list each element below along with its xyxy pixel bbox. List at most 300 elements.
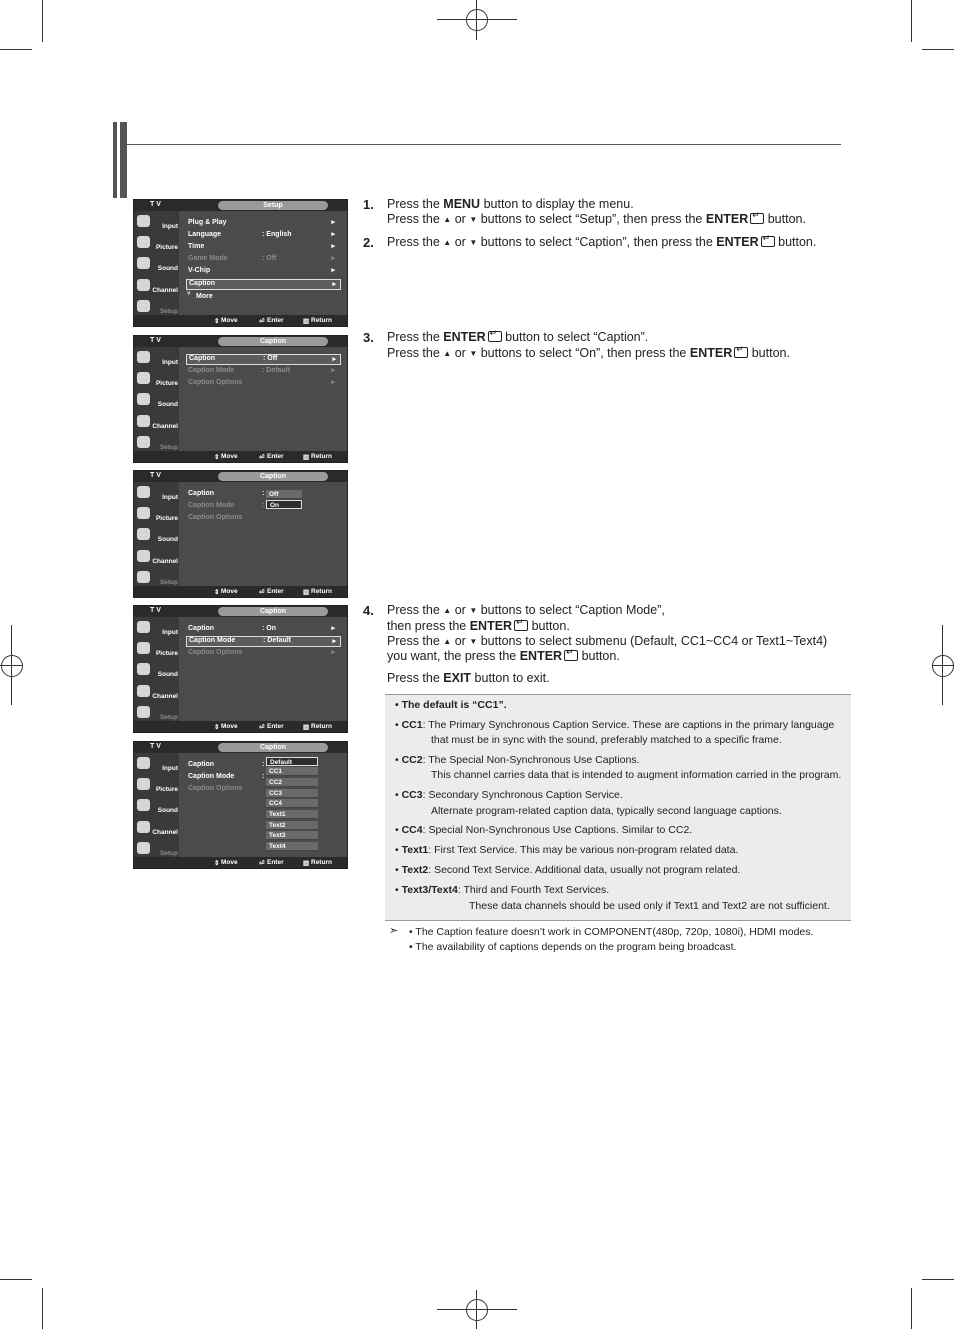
return-icon: ▥ [303, 724, 310, 731]
text: or [454, 634, 466, 648]
osd-row-label: Plug & Play [188, 219, 227, 226]
down-arrow-icon: ▼ [469, 238, 478, 247]
text: Press the [387, 197, 444, 211]
osd-side-label: Input [162, 629, 178, 636]
osd-topbar [134, 606, 347, 617]
enter-icon [514, 620, 528, 631]
info-cc4: • CC4: Special Non-Synchronous Use Captions. Similar to CC2. [395, 824, 693, 836]
move-icon: ⇕ [214, 724, 220, 731]
osd-side-label: Sound [157, 536, 178, 543]
note-line: • The availability of captions depends on the program being broadcast. [409, 941, 737, 953]
step-4-line-1 [387, 603, 665, 617]
osd-row-label: V-Chip [188, 267, 211, 274]
osd-row-label: Game Mode [188, 255, 228, 262]
enter-icon: ⏎ [259, 589, 265, 596]
arrow-right-icon: ▸ [331, 367, 335, 374]
osd-row [186, 218, 339, 228]
note-line: • The Caption feature doesn’t work in COMPONENT(480p, 720p, 1080i), HDMI modes. [409, 926, 814, 938]
picture-icon [137, 642, 150, 654]
text: button. [767, 212, 806, 226]
tv-osd-caption-mode-options [133, 741, 348, 869]
enter-icon: ⏎ [259, 860, 265, 867]
arrow-right-icon: ▸ [331, 625, 335, 632]
info-desc-cont: Alternate program-related caption data, typically second language captions. [431, 805, 782, 817]
osd-side-channel [134, 819, 179, 839]
osd-row-value: : Off [262, 255, 277, 262]
info-text1: • Text1: First Text Service. This may be various non-program related data. [395, 844, 739, 856]
osd-tv-label: T V [150, 607, 161, 614]
osd-row-label: Caption Options [188, 379, 243, 386]
osd-row-label: Language [188, 231, 222, 238]
input-icon [137, 351, 150, 363]
step-2-line-1 [387, 235, 816, 249]
arrow-right-icon: ▸ [331, 255, 335, 262]
arrow-right-icon: ▸ [332, 638, 336, 645]
osd-content [180, 617, 347, 721]
text: or [454, 346, 466, 360]
osd-side-label: Picture [155, 786, 178, 793]
channel-icon [137, 415, 150, 427]
osd-row-label: Caption Mode [188, 502, 235, 509]
setup-icon [137, 436, 150, 448]
channel-icon [137, 279, 150, 291]
text: Press the [387, 212, 440, 226]
step-1-line-2 [387, 212, 806, 226]
osd-side-label: Channel [152, 829, 178, 836]
info-desc: : The Primary Synchronous Caption Service. These are captions in the primary language [422, 719, 835, 731]
info-desc: : First Text Service. This may be various non-program related data. [428, 844, 739, 856]
osd-row-value: : [262, 490, 265, 497]
osd-row-value: : Off [263, 355, 278, 362]
text: or [454, 212, 466, 226]
osd-row-value: : [262, 761, 265, 768]
osd-row-label: Time [188, 243, 205, 250]
picture-icon [137, 778, 150, 790]
text: button. [531, 619, 570, 633]
osd-side-input [134, 755, 179, 775]
menu-key-label: MENU [443, 197, 481, 211]
osd-footer [134, 315, 347, 326]
osd-side-label: Input [162, 223, 178, 230]
channel-icon [137, 821, 150, 833]
info-cc2: • CC2: The Special Non-Synchronous Use Captions. [395, 754, 640, 766]
info-desc: : Special Non-Synchronous Use Captions. Similar to CC2. [422, 824, 693, 836]
setup-icon [137, 842, 150, 854]
osd-row-label: Caption Options [188, 785, 243, 792]
osd-row-selected [186, 636, 341, 647]
enter-key-label: ENTER [689, 346, 733, 360]
osd-row-value: : Default [263, 637, 291, 644]
enter-key-label: ENTER [443, 330, 486, 344]
step-number: 4. [363, 603, 374, 618]
text: buttons to select “On”, then press the [480, 346, 690, 360]
info-term: CC2 [401, 754, 423, 766]
registration-mark [466, 1299, 488, 1321]
section-title-bar [113, 122, 127, 198]
osd-side-label: Sound [157, 671, 178, 678]
osd-row-label: Caption Mode [189, 637, 236, 644]
osd-option: Off [266, 490, 302, 499]
osd-row-value: : English [262, 231, 292, 238]
info-desc: : Third and Fourth Text Services. [457, 884, 610, 896]
step-number: 1. [363, 197, 374, 212]
osd-option: Text1 [266, 810, 318, 819]
text: buttons to select “Caption”, then press the [480, 235, 717, 249]
osd-row-label: Caption [188, 761, 215, 768]
up-arrow-icon: ▲ [443, 215, 452, 224]
osd-side-label: Picture [155, 380, 178, 387]
text: or [454, 235, 466, 249]
osd-tv-label: T V [150, 201, 161, 208]
move-icon: ⇕ [214, 589, 220, 596]
info-text2: • Text2: Second Text Service. Additional data, usually not program related. [395, 864, 741, 876]
picture-icon [137, 372, 150, 384]
osd-option: CC1 [266, 767, 318, 776]
osd-side-label: Setup [159, 714, 178, 721]
osd-side-sound [134, 255, 179, 275]
osd-row-label: Caption Options [188, 649, 243, 656]
text: Press the [387, 346, 440, 360]
enter-icon: ⏎ [259, 724, 265, 731]
osd-row-selected [186, 279, 341, 290]
arrow-right-icon: ▸ [331, 219, 335, 226]
osd-footer-enter: Enter [267, 453, 284, 460]
text: button. [751, 346, 790, 360]
input-icon [137, 486, 150, 498]
osd-footer-move: Move [221, 453, 238, 460]
up-arrow-icon: ▲ [443, 637, 452, 646]
osd-side-channel [134, 548, 179, 568]
osd-topbar [134, 336, 347, 347]
enter-key-label: ENTER [716, 235, 759, 249]
info-term: Text3/Text4 [401, 884, 458, 896]
osd-row [186, 624, 339, 634]
enter-key-label: ENTER [519, 649, 563, 663]
enter-icon [488, 331, 502, 342]
text: button to display the menu. [480, 197, 634, 211]
step-3-line-2 [387, 346, 790, 360]
osd-side-label: Channel [152, 693, 178, 700]
osd-row-value: : Default [262, 367, 290, 374]
osd-footer-enter: Enter [267, 317, 284, 324]
step-3-line-1 [387, 330, 648, 344]
text: button. [581, 649, 620, 663]
osd-side-sound [134, 526, 179, 546]
info-cc1: • CC1: The Primary Synchronous Caption Service. These are captions in the primary language [395, 719, 835, 731]
sound-icon [137, 393, 150, 405]
osd-row-value: : [262, 502, 265, 509]
osd-topbar [134, 200, 347, 211]
osd-side-label: Setup [159, 308, 178, 315]
info-text3-text4: • Text3/Text4: Third and Fourth Text Services. [395, 884, 610, 896]
osd-footer-move: Move [221, 859, 238, 866]
osd-side-picture [134, 370, 179, 390]
crop-mark [0, 49, 32, 50]
tv-osd-setup-menu [133, 199, 348, 327]
osd-side-input [134, 484, 179, 504]
info-term: Text2 [401, 864, 429, 876]
osd-side-picture [134, 640, 179, 660]
enter-icon [734, 347, 748, 358]
osd-footer [134, 857, 347, 868]
osd-footer-move: Move [221, 588, 238, 595]
osd-title: Caption [218, 337, 328, 346]
osd-footer-enter: Enter [267, 859, 284, 866]
osd-side-label: Channel [152, 423, 178, 430]
osd-option: CC3 [266, 789, 318, 798]
registration-mark [466, 9, 488, 31]
title-rule [127, 144, 841, 145]
info-term: CC4 [401, 824, 423, 836]
osd-topbar [134, 471, 347, 482]
osd-side-label: Input [162, 765, 178, 772]
osd-footer-return: Return [311, 317, 332, 324]
arrow-right-icon: ▸ [331, 379, 335, 386]
input-icon [137, 621, 150, 633]
osd-row-label: Caption Options [188, 514, 243, 521]
osd-side-label: Sound [157, 807, 178, 814]
osd-row-label: More [196, 293, 213, 300]
osd-side-channel [134, 277, 179, 297]
osd-side-label: Setup [159, 444, 178, 451]
enter-icon [761, 236, 775, 247]
osd-side-input [134, 349, 179, 369]
osd-side-label: Sound [157, 401, 178, 408]
text: or [454, 603, 466, 617]
channel-icon [137, 685, 150, 697]
enter-icon: ⏎ [259, 318, 265, 325]
step-4-line-2 [387, 619, 570, 633]
setup-icon [137, 706, 150, 718]
osd-row [186, 513, 339, 523]
osd-row-value: : On [262, 625, 276, 632]
osd-option: Text4 [266, 842, 318, 851]
enter-icon: ⏎ [259, 454, 265, 461]
osd-title: Caption [218, 743, 328, 752]
osd-row [186, 266, 339, 276]
text: buttons to select submenu (Default, CC1~CC4 or Text1~Text4) [480, 634, 828, 648]
text: Press the [387, 671, 444, 685]
registration-mark [932, 655, 954, 677]
osd-option: CC4 [266, 799, 318, 808]
osd-row-value: : [262, 773, 265, 780]
text: buttons to select “Setup”, then press the [480, 212, 706, 226]
text: then press the [387, 619, 470, 633]
enter-icon [564, 650, 578, 661]
step-number: 2. [363, 235, 374, 250]
osd-tv-label: T V [150, 337, 161, 344]
osd-sidebar [134, 347, 179, 451]
note-arrow-icon: ➣ [389, 925, 399, 937]
osd-side-label: Picture [155, 650, 178, 657]
crop-mark [42, 0, 43, 42]
osd-footer-return: Return [311, 588, 332, 595]
osd-sidebar [134, 753, 179, 857]
info-cc3: • CC3: Secondary Synchronous Caption Service. [395, 789, 623, 801]
up-arrow-icon: ▲ [443, 349, 452, 358]
osd-title: Setup [218, 201, 328, 210]
osd-side-label: Setup [159, 850, 178, 857]
text: you want, the press the [387, 649, 520, 663]
osd-row [186, 648, 339, 658]
osd-side-label: Channel [152, 287, 178, 294]
osd-footer [134, 451, 347, 462]
arrow-right-icon: ▸ [331, 231, 335, 238]
osd-option: CC2 [266, 778, 318, 787]
osd-row-label: Caption [189, 280, 216, 287]
crop-mark [911, 1288, 912, 1329]
info-desc-cont: These data channels should be used only if Text1 and Text2 are not sufficient. [469, 900, 830, 912]
osd-topbar [134, 742, 347, 753]
osd-row [186, 366, 339, 376]
sound-icon [137, 257, 150, 269]
text: Press the [387, 603, 440, 617]
osd-side-channel [134, 413, 179, 433]
osd-side-channel [134, 683, 179, 703]
osd-side-label: Picture [155, 515, 178, 522]
arrow-right-icon: ▸ [332, 281, 336, 288]
osd-row [186, 489, 339, 499]
up-arrow-icon: ▲ [443, 238, 452, 247]
osd-side-picture [134, 505, 179, 525]
return-icon: ▥ [303, 860, 310, 867]
osd-row [186, 292, 339, 302]
sound-icon [137, 799, 150, 811]
text: Press the [387, 235, 440, 249]
text: Press the [387, 330, 444, 344]
osd-row-label: Caption [188, 625, 215, 632]
osd-option-selected: Default [266, 757, 318, 766]
osd-row-label: Caption [188, 490, 215, 497]
osd-footer-enter: Enter [267, 723, 284, 730]
arrow-right-icon: ▸ [332, 356, 336, 363]
osd-content [180, 482, 347, 586]
text: button. [778, 235, 817, 249]
osd-row [186, 378, 339, 388]
osd-side-label: Input [162, 359, 178, 366]
step-4-line-5 [387, 671, 550, 685]
osd-row [186, 230, 339, 240]
crop-mark [922, 49, 954, 50]
down-arrow-icon: ▼ [469, 637, 478, 646]
osd-side-picture [134, 776, 179, 796]
osd-row-label: Caption Mode [188, 773, 235, 780]
osd-side-sound [134, 797, 179, 817]
osd-sidebar [134, 617, 179, 721]
osd-title: Caption [218, 472, 328, 481]
osd-side-label: Sound [157, 265, 178, 272]
osd-side-sound [134, 391, 179, 411]
osd-footer-enter: Enter [267, 588, 284, 595]
osd-row-label: Caption [189, 355, 216, 362]
osd-title: Caption [218, 607, 328, 616]
osd-footer-return: Return [311, 859, 332, 866]
arrow-right-icon: ▸ [331, 243, 335, 250]
enter-icon [750, 213, 764, 224]
osd-side-input [134, 619, 179, 639]
tv-osd-caption-onoff [133, 470, 348, 598]
osd-side-label: Channel [152, 558, 178, 565]
up-arrow-icon: ▲ [443, 606, 452, 615]
text: button to exit. [471, 671, 550, 685]
osd-row [186, 254, 339, 264]
move-icon: ⇕ [214, 454, 220, 461]
osd-row [186, 242, 339, 252]
osd-side-label: Setup [159, 579, 178, 586]
osd-content [180, 347, 347, 451]
enter-key-label: ENTER [469, 619, 513, 633]
osd-sidebar [134, 482, 179, 586]
info-desc: : Second Text Service. Additional data, usually not program related. [428, 864, 741, 876]
osd-content [180, 211, 347, 315]
osd-side-sound [134, 661, 179, 681]
crop-mark [922, 1279, 954, 1280]
sound-icon [137, 663, 150, 675]
input-icon [137, 757, 150, 769]
info-desc: : The Special Non-Synchronous Use Captions. [422, 754, 640, 766]
crop-mark [42, 1288, 43, 1329]
picture-icon [137, 236, 150, 248]
step-4-line-4 [387, 649, 620, 663]
enter-key-label: ENTER [705, 212, 749, 226]
info-term: Text1 [401, 844, 429, 856]
info-default: • The default is “CC1”. [395, 699, 507, 711]
return-icon: ▥ [303, 589, 310, 596]
info-desc-cont: that must be in sync with the sound, preferably matched to a specific frame. [431, 734, 782, 746]
info-term: CC3 [401, 789, 423, 801]
note-separator [385, 920, 851, 921]
channel-icon [137, 550, 150, 562]
info-desc-cont: This channel carries data that is intended to augment information carried in the program. [431, 769, 842, 781]
tv-osd-caption-mode [133, 605, 348, 733]
osd-option: Text3 [266, 831, 318, 840]
return-icon: ▥ [303, 454, 310, 461]
arrow-right-icon: ▸ [331, 267, 335, 274]
osd-footer [134, 721, 347, 732]
osd-row-selected [186, 354, 341, 365]
picture-icon [137, 507, 150, 519]
osd-content [180, 753, 347, 857]
osd-row-label: Caption Mode [188, 367, 235, 374]
return-icon: ▥ [303, 318, 310, 325]
down-arrow-icon: ▼ [469, 215, 478, 224]
step-4-line-3 [387, 634, 827, 648]
osd-side-picture [134, 234, 179, 254]
sound-icon [137, 528, 150, 540]
osd-tv-label: T V [150, 472, 161, 479]
tv-osd-caption-menu [133, 335, 348, 463]
input-icon [137, 215, 150, 227]
text: button to select “Caption”. [505, 330, 649, 344]
move-icon: ⇕ [214, 860, 220, 867]
osd-footer-move: Move [221, 317, 238, 324]
text: Press the [387, 634, 440, 648]
info-desc: : Secondary Synchronous Caption Service. [422, 789, 623, 801]
osd-option: Text2 [266, 821, 318, 830]
osd-footer [134, 586, 347, 597]
move-icon: ⇕ [214, 318, 220, 325]
crop-mark [911, 0, 912, 42]
osd-side-input [134, 213, 179, 233]
info-term: CC1 [401, 719, 423, 731]
text: buttons to select “Caption Mode”, [480, 603, 665, 617]
exit-key-label: EXIT [443, 671, 472, 685]
osd-side-label: Picture [155, 244, 178, 251]
registration-mark [1, 655, 23, 677]
osd-footer-move: Move [221, 723, 238, 730]
down-arrow-icon: ▼ [469, 606, 478, 615]
osd-sidebar [134, 211, 179, 315]
